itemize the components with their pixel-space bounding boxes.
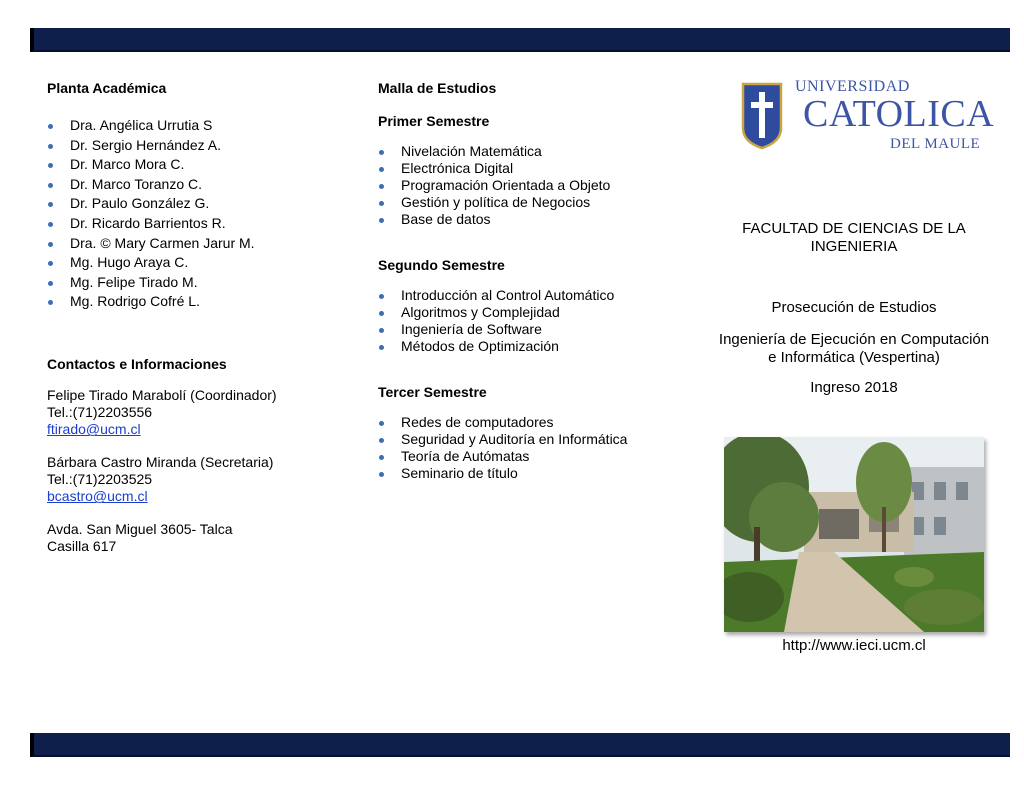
contacts-heading: Contactos e Informaciones	[47, 356, 227, 373]
staff-list	[47, 117, 347, 310]
contact-coordinator	[47, 387, 347, 438]
course-list	[378, 143, 678, 228]
faculty-title	[712, 220, 996, 256]
campus-photo	[724, 437, 984, 632]
list-item: Dr. Ricardo Barrientos R.	[47, 215, 347, 232]
left-column	[47, 80, 347, 555]
list-item: Introducción al Control Automático	[378, 287, 678, 304]
semester-heading: Primer Semestre	[378, 113, 490, 129]
list-item: Algoritmos y Complejidad	[378, 304, 678, 321]
semester-heading: Segundo Semestre	[378, 257, 505, 273]
list-item: Programación Orientada a Objeto	[378, 177, 678, 194]
top-banner	[30, 28, 1010, 52]
list-item: Nivelación Matemática	[378, 143, 678, 160]
curriculum-heading: Malla de Estudios	[378, 80, 497, 96]
list-item: Mg. Rodrigo Cofré L.	[47, 293, 347, 310]
program-title: Prosecución de Estudios	[771, 299, 937, 316]
faculty-line: INGENIERIA	[810, 238, 898, 255]
university-logo	[741, 78, 995, 156]
course-list	[378, 414, 678, 482]
list-item: Dr. Marco Toranzo C.	[47, 176, 347, 193]
list-item: Dra. Angélica Urrutia S	[47, 117, 347, 134]
intake-year: Ingreso 2018	[810, 379, 898, 396]
list-item: Dr. Marco Mora C.	[47, 156, 347, 173]
logo-text-main: CATOLICA	[803, 93, 995, 135]
semester-heading: Tercer Semestre	[378, 384, 487, 400]
contact-secretary	[47, 454, 347, 505]
contact-phone: Tel.:(71)2203556	[47, 404, 153, 421]
list-item: Seminario de título	[378, 465, 678, 482]
degree-line: e Informática (Vespertina)	[768, 349, 940, 366]
logo-text-top: UNIVERSIDAD	[795, 78, 910, 95]
address-line: Casilla 617	[47, 538, 117, 555]
list-item: Métodos de Optimización	[378, 338, 678, 355]
list-item: Ingeniería de Software	[378, 321, 678, 338]
staff-heading: Planta Académica	[47, 80, 167, 96]
list-item: Dra. © Mary Carmen Jarur M.	[47, 235, 347, 252]
list-item: Redes de computadores	[378, 414, 678, 431]
list-item: Base de datos	[378, 211, 678, 228]
list-item: Dr. Paulo González G.	[47, 195, 347, 212]
email-link[interactable]: ftirado@ucm.cl	[47, 421, 141, 438]
list-item: Gestión y política de Negocios	[378, 194, 678, 211]
address	[47, 521, 347, 555]
middle-column	[378, 80, 678, 482]
degree-line: Ingeniería de Ejecución en Computación	[718, 331, 990, 348]
bottom-banner	[30, 733, 1010, 757]
list-item: Teoría de Autómatas	[378, 448, 678, 465]
email-link[interactable]: bcastro@ucm.cl	[47, 488, 148, 505]
contact-name: Bárbara Castro Miranda (Secretaria)	[47, 454, 274, 471]
list-item: Electrónica Digital	[378, 160, 678, 177]
list-item: Mg. Felipe Tirado M.	[47, 274, 347, 291]
shield-icon	[741, 82, 783, 150]
course-list	[378, 287, 678, 355]
faculty-line: FACULTAD DE CIENCIAS DE LA	[742, 220, 966, 237]
logo-text-bottom: DEL MAULE	[890, 136, 981, 152]
contact-phone: Tel.:(71)2203525	[47, 471, 153, 488]
degree-title	[706, 331, 1002, 367]
address-line: Avda. San Miguel 3605- Talca	[47, 521, 233, 538]
list-item: Seguridad y Auditoría en Informática	[378, 431, 678, 448]
campus-photo-image	[724, 437, 984, 632]
list-item: Mg. Hugo Araya C.	[47, 254, 347, 271]
contact-name: Felipe Tirado Marabolí (Coordinador)	[47, 387, 277, 404]
list-item: Dr. Sergio Hernández A.	[47, 137, 347, 154]
website-link[interactable]: http://www.ieci.ucm.cl	[782, 637, 926, 654]
